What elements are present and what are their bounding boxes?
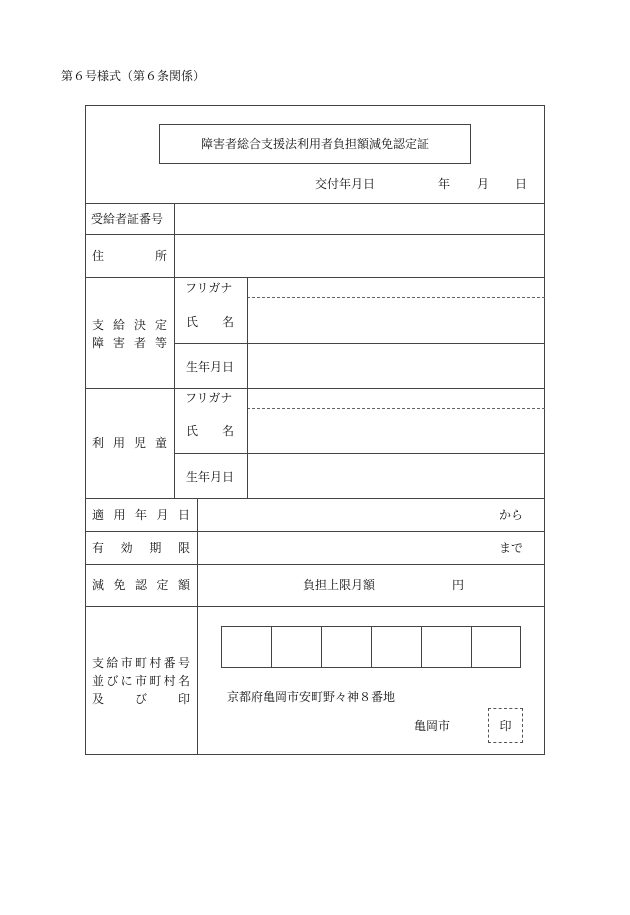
applicable-date-suffix: から bbox=[499, 508, 524, 522]
recipient-number-label: 受給者証番号 bbox=[91, 212, 164, 226]
certificate-title: 障害者総合支援法利用者負担額減免認定証 bbox=[200, 137, 429, 151]
issue-date-label: 交付年月日 bbox=[315, 177, 376, 191]
validity-suffix: まで bbox=[499, 541, 524, 555]
lower-label-column-divider bbox=[197, 498, 198, 755]
applicable-date-label: 適 用 年 月 日 bbox=[92, 508, 190, 522]
issue-day-label: 日 bbox=[515, 177, 528, 191]
row-divider bbox=[85, 277, 545, 278]
row-divider bbox=[85, 234, 545, 235]
decided-person-birthdate-label: 生年月日 bbox=[186, 360, 235, 374]
furigana-divider bbox=[247, 297, 545, 298]
reduction-label: 減 免 認 定 額 bbox=[92, 578, 190, 592]
child-user-label: 利 用 児 童 bbox=[92, 436, 167, 450]
address-label: 住 所 bbox=[92, 249, 167, 263]
decided-person-label-line1: 支 給 決 定 bbox=[92, 318, 167, 332]
sub-label-column-divider bbox=[247, 277, 248, 498]
decided-person-furigana-label: フリガナ bbox=[185, 281, 233, 295]
municipality-address: 京都府亀岡市安町野々神８番地 bbox=[227, 690, 396, 704]
reduction-text: 負担上限月額 bbox=[303, 578, 376, 592]
reduction-unit: 円 bbox=[452, 578, 465, 592]
row-divider bbox=[85, 606, 545, 607]
number-box-divider bbox=[471, 626, 472, 668]
number-box-divider bbox=[421, 626, 422, 668]
child-user-furigana-label: フリガナ bbox=[185, 391, 233, 405]
number-box-divider bbox=[271, 626, 272, 668]
form-number: 第６号様式（第６条関係） bbox=[61, 69, 206, 83]
row-divider bbox=[85, 531, 545, 532]
row-divider bbox=[85, 388, 545, 389]
seal-label: 印 bbox=[499, 719, 512, 733]
child-user-birthdate-label: 生年月日 bbox=[186, 470, 235, 484]
child-user-name-label: 氏 名 bbox=[186, 424, 234, 438]
municipality-label-line1: 支 給 市 町 村 番 号 bbox=[92, 656, 190, 670]
issue-year-label: 年 bbox=[438, 177, 451, 191]
sub-row-divider bbox=[174, 453, 545, 454]
number-box-divider bbox=[371, 626, 372, 668]
municipality-city: 亀岡市 bbox=[414, 719, 451, 733]
municipality-label-line3: 及 び 印 bbox=[92, 692, 190, 706]
furigana-divider bbox=[247, 408, 545, 409]
row-divider bbox=[85, 564, 545, 565]
row-divider bbox=[85, 498, 545, 499]
municipality-label-line2: 並 び に 市 町 村 名 bbox=[92, 674, 190, 688]
sub-row-divider bbox=[174, 343, 545, 344]
decided-person-label-line2: 障 害 者 等 bbox=[92, 336, 167, 350]
label-column-divider bbox=[174, 203, 175, 498]
issue-month-label: 月 bbox=[477, 177, 490, 191]
validity-label: 有 効 期 限 bbox=[92, 541, 190, 555]
decided-person-name-label: 氏 名 bbox=[186, 315, 234, 329]
row-divider bbox=[85, 203, 545, 204]
number-box-divider bbox=[321, 626, 322, 668]
